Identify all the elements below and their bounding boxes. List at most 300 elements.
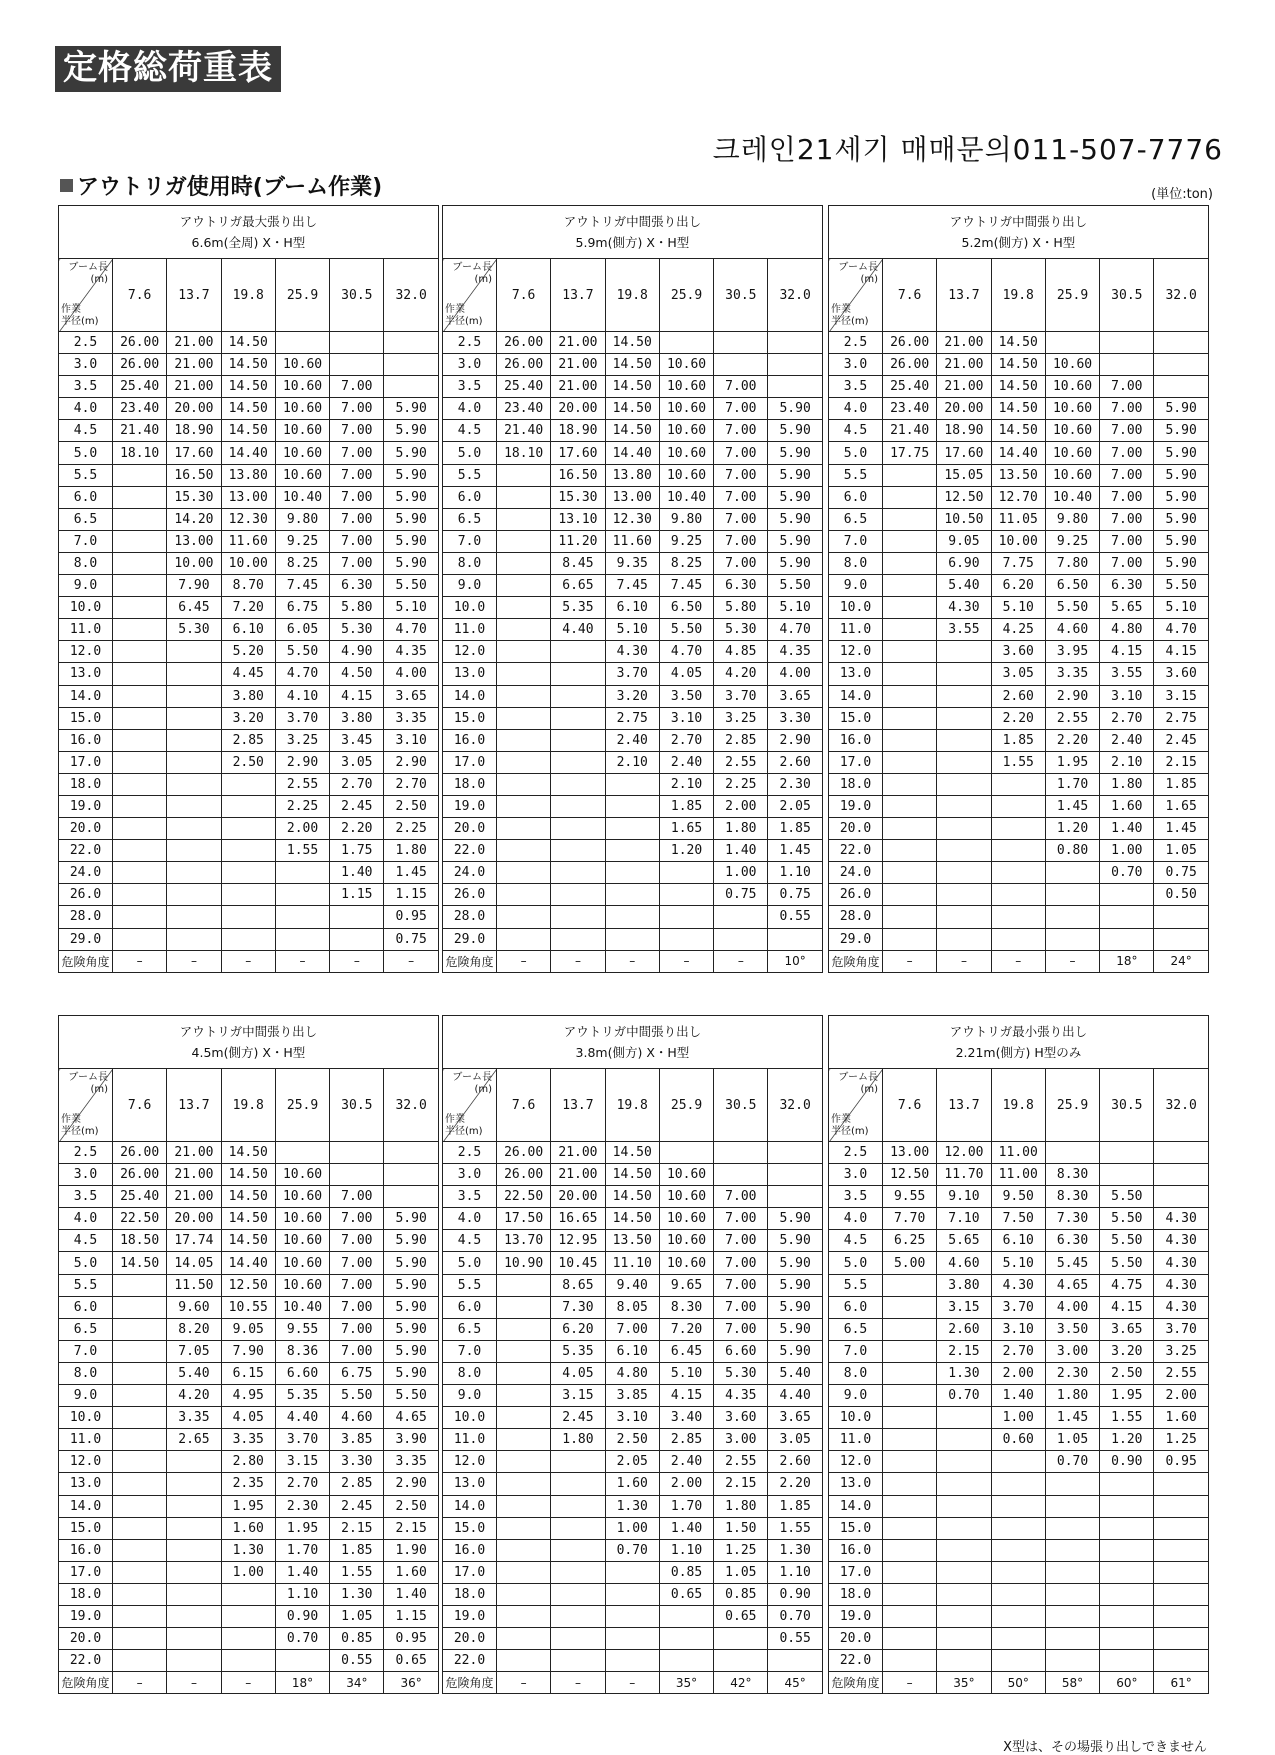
danger-angle-cell: – bbox=[167, 1672, 221, 1694]
load-value-cell: 1.70 bbox=[275, 1539, 329, 1561]
working-radius-cell: 3.5 bbox=[829, 376, 883, 398]
load-value-cell bbox=[991, 1561, 1045, 1583]
load-value-cell: 3.10 bbox=[605, 1407, 659, 1429]
load-value-cell: 7.00 bbox=[330, 1208, 384, 1230]
working-radius-cell: 13.0 bbox=[59, 1473, 113, 1495]
working-radius-cell: 20.0 bbox=[59, 818, 113, 840]
working-radius-cell: 15.0 bbox=[443, 1517, 497, 1539]
table-row bbox=[59, 906, 439, 928]
load-value-cell: 17.60 bbox=[937, 442, 991, 464]
load-value-cell bbox=[275, 862, 329, 884]
load-chart-table bbox=[828, 205, 1209, 973]
load-value-cell: 12.70 bbox=[991, 486, 1045, 508]
load-value-cell bbox=[497, 641, 551, 663]
load-value-cell bbox=[113, 641, 167, 663]
table-row bbox=[829, 464, 1209, 486]
load-value-cell: 18.90 bbox=[937, 420, 991, 442]
load-value-cell: 20.00 bbox=[551, 398, 605, 420]
load-value-cell: 10.60 bbox=[275, 354, 329, 376]
load-value-cell: 3.15 bbox=[937, 1296, 991, 1318]
working-radius-cell: 4.5 bbox=[59, 420, 113, 442]
load-value-cell: 1.30 bbox=[937, 1362, 991, 1384]
boom-length-label-text: ブーム長 bbox=[838, 1072, 878, 1083]
load-value-cell: 8.05 bbox=[605, 1296, 659, 1318]
load-value-cell bbox=[167, 862, 221, 884]
load-value-cell: 9.25 bbox=[1045, 530, 1099, 552]
footnote: X型は、その場張り出しできません bbox=[1003, 1740, 1207, 1755]
load-value-cell: 6.30 bbox=[714, 575, 768, 597]
table-row bbox=[59, 486, 439, 508]
load-value-cell bbox=[937, 862, 991, 884]
load-value-cell: 12.30 bbox=[605, 508, 659, 530]
working-radius-cell: 12.0 bbox=[443, 641, 497, 663]
table-row bbox=[443, 1561, 823, 1583]
load-value-cell: 20.00 bbox=[167, 1208, 221, 1230]
working-radius-unit: 半径(m) bbox=[445, 1126, 483, 1137]
table-row bbox=[829, 729, 1209, 751]
load-value-cell bbox=[167, 1539, 221, 1561]
load-value-cell: 5.90 bbox=[768, 552, 822, 574]
load-value-cell bbox=[113, 1650, 167, 1672]
table-row bbox=[829, 884, 1209, 906]
working-radius-cell: 5.0 bbox=[59, 1252, 113, 1274]
load-value-cell: 7.00 bbox=[605, 1318, 659, 1340]
load-value-cell bbox=[937, 1473, 991, 1495]
load-value-cell: 5.50 bbox=[1154, 575, 1208, 597]
working-radius-cell: 6.5 bbox=[59, 1318, 113, 1340]
load-value-cell: 4.95 bbox=[221, 1385, 275, 1407]
load-value-cell: 6.30 bbox=[330, 575, 384, 597]
load-value-cell bbox=[113, 884, 167, 906]
load-value-cell: 14.50 bbox=[991, 398, 1045, 420]
load-value-cell bbox=[1045, 1473, 1099, 1495]
danger-angle-row bbox=[829, 1672, 1209, 1694]
load-value-cell: 2.25 bbox=[714, 773, 768, 795]
load-value-cell: 7.00 bbox=[330, 376, 384, 398]
load-value-cell: 5.90 bbox=[768, 486, 822, 508]
danger-angle-cell: 36° bbox=[384, 1672, 438, 1694]
load-value-cell: 3.10 bbox=[991, 1318, 1045, 1340]
table-row bbox=[443, 508, 823, 530]
load-value-cell bbox=[937, 1628, 991, 1650]
load-value-cell: 17.60 bbox=[551, 442, 605, 464]
load-value-cell bbox=[497, 1495, 551, 1517]
working-radius-cell: 17.0 bbox=[443, 751, 497, 773]
danger-angle-cell: 18° bbox=[275, 1672, 329, 1694]
load-value-cell: 1.55 bbox=[330, 1561, 384, 1583]
table-row bbox=[59, 354, 439, 376]
load-value-cell bbox=[167, 1583, 221, 1605]
working-radius-cell: 17.0 bbox=[59, 1561, 113, 1583]
load-value-cell: 9.25 bbox=[659, 530, 713, 552]
load-value-cell bbox=[883, 840, 937, 862]
load-value-cell bbox=[1100, 1495, 1154, 1517]
load-value-cell: 21.00 bbox=[167, 1164, 221, 1186]
working-radius-cell: 5.5 bbox=[59, 464, 113, 486]
load-value-cell: 2.00 bbox=[275, 818, 329, 840]
load-value-cell: 21.00 bbox=[167, 354, 221, 376]
header-corner-cell bbox=[59, 259, 113, 332]
load-value-cell bbox=[883, 464, 937, 486]
load-value-cell bbox=[113, 1385, 167, 1407]
load-value-cell: 1.70 bbox=[1045, 773, 1099, 795]
working-radius-cell: 18.0 bbox=[443, 1583, 497, 1605]
load-value-cell bbox=[937, 840, 991, 862]
boom-length-header: 19.8 bbox=[605, 1069, 659, 1142]
table-row bbox=[443, 840, 823, 862]
load-value-cell: 0.75 bbox=[714, 884, 768, 906]
load-value-cell: 3.60 bbox=[714, 1407, 768, 1429]
load-value-cell: 14.50 bbox=[605, 1142, 659, 1164]
table-row bbox=[829, 508, 1209, 530]
table-row bbox=[829, 1517, 1209, 1539]
load-value-cell: 10.60 bbox=[659, 398, 713, 420]
working-radius-cell: 9.0 bbox=[443, 575, 497, 597]
load-value-cell bbox=[551, 884, 605, 906]
load-value-cell: 5.90 bbox=[1154, 464, 1208, 486]
load-value-cell bbox=[605, 928, 659, 950]
load-value-cell: 5.30 bbox=[714, 619, 768, 641]
load-value-cell bbox=[768, 1142, 822, 1164]
load-chart-table bbox=[58, 1015, 439, 1694]
load-value-cell: 26.00 bbox=[113, 332, 167, 354]
load-value-cell: 7.00 bbox=[714, 1296, 768, 1318]
load-value-cell bbox=[384, 332, 438, 354]
table-row bbox=[59, 1429, 439, 1451]
load-value-cell: 3.05 bbox=[991, 663, 1045, 685]
load-value-cell: 1.40 bbox=[1100, 818, 1154, 840]
table-row bbox=[59, 1274, 439, 1296]
load-value-cell: 1.45 bbox=[384, 862, 438, 884]
boom-length-label bbox=[838, 262, 878, 286]
load-value-cell bbox=[1045, 1539, 1099, 1561]
load-value-cell: 2.85 bbox=[659, 1429, 713, 1451]
table-row bbox=[59, 884, 439, 906]
load-value-cell: 9.05 bbox=[221, 1318, 275, 1340]
table-row bbox=[59, 530, 439, 552]
working-radius-cell: 4.0 bbox=[443, 398, 497, 420]
load-value-cell: 21.00 bbox=[551, 1164, 605, 1186]
danger-angle-cell: 50° bbox=[991, 1672, 1045, 1694]
table-row bbox=[59, 1296, 439, 1318]
table-row bbox=[59, 685, 439, 707]
load-value-cell: 7.00 bbox=[714, 1208, 768, 1230]
working-radius-cell: 18.0 bbox=[829, 773, 883, 795]
load-value-cell: 2.75 bbox=[1154, 707, 1208, 729]
load-value-cell: 14.50 bbox=[221, 1186, 275, 1208]
working-radius-cell: 16.0 bbox=[59, 1539, 113, 1561]
load-value-cell bbox=[275, 884, 329, 906]
load-value-cell: 10.60 bbox=[659, 464, 713, 486]
load-value-cell: 14.20 bbox=[167, 508, 221, 530]
load-value-cell: 4.70 bbox=[768, 619, 822, 641]
load-value-cell bbox=[221, 1605, 275, 1627]
load-value-cell: 7.00 bbox=[1100, 464, 1154, 486]
load-value-cell: 1.30 bbox=[768, 1539, 822, 1561]
load-value-cell bbox=[605, 906, 659, 928]
load-value-cell: 3.30 bbox=[330, 1451, 384, 1473]
table-row bbox=[59, 1561, 439, 1583]
table-row bbox=[443, 1628, 823, 1650]
load-value-cell: 1.30 bbox=[221, 1539, 275, 1561]
load-value-cell: 6.60 bbox=[275, 1362, 329, 1384]
load-value-cell: 3.70 bbox=[275, 707, 329, 729]
load-value-cell: 5.30 bbox=[714, 1362, 768, 1384]
working-radius-cell: 28.0 bbox=[59, 906, 113, 928]
danger-angle-label: 危険角度 bbox=[829, 1672, 883, 1694]
load-value-cell bbox=[883, 508, 937, 530]
working-radius-cell: 8.0 bbox=[829, 552, 883, 574]
load-value-cell: 10.55 bbox=[221, 1296, 275, 1318]
load-value-cell: 7.00 bbox=[330, 1230, 384, 1252]
load-value-cell: 9.50 bbox=[991, 1186, 1045, 1208]
boom-length-header: 13.7 bbox=[167, 1069, 221, 1142]
table-row bbox=[443, 1164, 823, 1186]
table-row bbox=[829, 354, 1209, 376]
working-radius-cell: 17.0 bbox=[443, 1561, 497, 1583]
working-radius-cell: 3.0 bbox=[59, 354, 113, 376]
load-value-cell bbox=[659, 906, 713, 928]
load-value-cell: 10.60 bbox=[659, 1186, 713, 1208]
load-value-cell: 6.30 bbox=[1100, 575, 1154, 597]
table-row bbox=[59, 1340, 439, 1362]
load-value-cell: 4.60 bbox=[1045, 619, 1099, 641]
table-row bbox=[59, 376, 439, 398]
table-row bbox=[829, 575, 1209, 597]
load-value-cell bbox=[605, 884, 659, 906]
load-value-cell: 10.60 bbox=[659, 1252, 713, 1274]
load-value-cell bbox=[113, 575, 167, 597]
working-radius-cell: 5.0 bbox=[443, 1252, 497, 1274]
load-value-cell: 7.00 bbox=[714, 420, 768, 442]
table-row bbox=[59, 508, 439, 530]
load-value-cell bbox=[497, 1539, 551, 1561]
load-value-cell: 13.80 bbox=[221, 464, 275, 486]
load-value-cell bbox=[768, 354, 822, 376]
load-value-cell bbox=[384, 354, 438, 376]
load-value-cell bbox=[497, 597, 551, 619]
load-value-cell: 2.55 bbox=[714, 751, 768, 773]
load-value-cell: 9.60 bbox=[167, 1296, 221, 1318]
load-value-cell: 8.25 bbox=[275, 552, 329, 574]
table-row bbox=[443, 486, 823, 508]
table-row bbox=[59, 1252, 439, 1274]
working-radius-cell: 15.0 bbox=[59, 707, 113, 729]
load-value-cell: 1.05 bbox=[1045, 1429, 1099, 1451]
working-radius-cell: 7.0 bbox=[443, 1340, 497, 1362]
load-value-cell bbox=[1045, 862, 1099, 884]
load-value-cell: 15.05 bbox=[937, 464, 991, 486]
load-value-cell bbox=[497, 862, 551, 884]
load-value-cell: 7.00 bbox=[714, 1230, 768, 1252]
load-value-cell bbox=[384, 1142, 438, 1164]
load-value-cell: 5.90 bbox=[384, 1362, 438, 1384]
load-value-cell bbox=[497, 575, 551, 597]
load-value-cell: 4.15 bbox=[1100, 1296, 1154, 1318]
load-value-cell: 14.50 bbox=[605, 376, 659, 398]
load-value-cell: 18.50 bbox=[113, 1230, 167, 1252]
load-value-cell: 5.10 bbox=[659, 1362, 713, 1384]
load-value-cell: 5.20 bbox=[221, 641, 275, 663]
load-value-cell: 8.45 bbox=[551, 552, 605, 574]
load-value-cell: 10.60 bbox=[1045, 420, 1099, 442]
load-value-cell: 0.75 bbox=[768, 884, 822, 906]
load-value-cell bbox=[497, 1451, 551, 1473]
load-value-cell: 5.90 bbox=[384, 1208, 438, 1230]
load-value-cell: 12.50 bbox=[883, 1164, 937, 1186]
load-value-cell: 22.50 bbox=[113, 1208, 167, 1230]
load-value-cell: 5.65 bbox=[937, 1230, 991, 1252]
table-row bbox=[59, 1473, 439, 1495]
boom-length-header: 19.8 bbox=[221, 1069, 275, 1142]
load-value-cell: 7.00 bbox=[714, 1274, 768, 1296]
load-value-cell: 3.95 bbox=[1045, 641, 1099, 663]
load-value-cell bbox=[768, 928, 822, 950]
danger-angle-cell: – bbox=[497, 950, 551, 972]
load-value-cell bbox=[167, 707, 221, 729]
load-value-cell: 1.90 bbox=[384, 1539, 438, 1561]
load-value-cell bbox=[991, 1583, 1045, 1605]
load-value-cell: 5.90 bbox=[384, 1340, 438, 1362]
load-value-cell bbox=[497, 1628, 551, 1650]
working-radius-cell: 15.0 bbox=[829, 707, 883, 729]
load-value-cell: 0.70 bbox=[1100, 862, 1154, 884]
load-value-cell: 6.05 bbox=[275, 619, 329, 641]
load-value-cell: 1.15 bbox=[384, 884, 438, 906]
load-value-cell: 10.60 bbox=[659, 1208, 713, 1230]
load-value-cell bbox=[883, 1451, 937, 1473]
load-value-cell: 0.70 bbox=[768, 1605, 822, 1627]
load-value-cell bbox=[1154, 376, 1208, 398]
load-value-cell: 21.40 bbox=[497, 420, 551, 442]
load-value-cell: 1.50 bbox=[714, 1517, 768, 1539]
load-value-cell: 17.50 bbox=[497, 1208, 551, 1230]
working-radius-cell: 3.0 bbox=[829, 354, 883, 376]
load-value-cell: 6.60 bbox=[714, 1340, 768, 1362]
load-value-cell bbox=[659, 884, 713, 906]
load-value-cell bbox=[714, 928, 768, 950]
load-value-cell: 0.70 bbox=[937, 1385, 991, 1407]
load-value-cell: 2.20 bbox=[330, 818, 384, 840]
load-value-cell: 4.80 bbox=[1100, 619, 1154, 641]
working-radius-cell: 24.0 bbox=[59, 862, 113, 884]
working-radius-cell: 9.0 bbox=[59, 1385, 113, 1407]
load-value-cell: 21.00 bbox=[551, 1142, 605, 1164]
load-value-cell: 1.85 bbox=[991, 729, 1045, 751]
load-value-cell: 5.90 bbox=[1154, 442, 1208, 464]
load-value-cell: 7.00 bbox=[330, 1186, 384, 1208]
working-radius-cell: 20.0 bbox=[443, 818, 497, 840]
load-value-cell: 2.10 bbox=[1100, 751, 1154, 773]
load-value-cell bbox=[605, 795, 659, 817]
outrigger-caption-line2: 4.5m(側方) X・H型 bbox=[191, 1045, 306, 1060]
table-row bbox=[443, 1407, 823, 1429]
load-value-cell bbox=[883, 707, 937, 729]
load-value-cell: 26.00 bbox=[497, 354, 551, 376]
load-value-cell: 6.20 bbox=[551, 1318, 605, 1340]
table-row bbox=[829, 818, 1209, 840]
boom-length-unit: (m) bbox=[90, 1084, 108, 1095]
load-value-cell bbox=[551, 707, 605, 729]
load-value-cell bbox=[221, 862, 275, 884]
load-value-cell: 2.45 bbox=[551, 1407, 605, 1429]
load-value-cell: 10.60 bbox=[659, 1230, 713, 1252]
load-value-cell: 13.00 bbox=[221, 486, 275, 508]
load-value-cell bbox=[1045, 1605, 1099, 1627]
load-value-cell: 4.25 bbox=[991, 619, 1045, 641]
boom-length-header: 13.7 bbox=[551, 1069, 605, 1142]
load-value-cell bbox=[1154, 1142, 1208, 1164]
load-value-cell: 8.25 bbox=[659, 552, 713, 574]
working-radius-cell: 2.5 bbox=[59, 1142, 113, 1164]
load-value-cell: 7.05 bbox=[167, 1340, 221, 1362]
table-row bbox=[443, 575, 823, 597]
danger-angle-cell: – bbox=[937, 950, 991, 972]
working-radius-cell: 11.0 bbox=[59, 619, 113, 641]
load-value-cell: 1.95 bbox=[275, 1517, 329, 1539]
load-value-cell bbox=[605, 1628, 659, 1650]
load-value-cell: 1.95 bbox=[1045, 751, 1099, 773]
load-value-cell: 6.25 bbox=[883, 1230, 937, 1252]
boom-length-label bbox=[68, 1072, 108, 1096]
load-value-cell bbox=[551, 818, 605, 840]
working-radius-cell: 13.0 bbox=[443, 1473, 497, 1495]
load-value-cell: 3.35 bbox=[221, 1429, 275, 1451]
working-radius-label bbox=[445, 304, 483, 328]
working-radius-label-text: 作業 bbox=[445, 304, 465, 315]
load-value-cell: 4.00 bbox=[768, 663, 822, 685]
outrigger-caption-line1: アウトリガ中間張り出し bbox=[949, 214, 1088, 229]
load-value-cell: 10.60 bbox=[659, 376, 713, 398]
load-value-cell: 10.50 bbox=[937, 508, 991, 530]
load-value-cell bbox=[991, 928, 1045, 950]
load-value-cell: 5.50 bbox=[384, 575, 438, 597]
working-radius-cell: 18.0 bbox=[59, 1583, 113, 1605]
load-value-cell: 7.80 bbox=[1045, 552, 1099, 574]
table-row bbox=[829, 486, 1209, 508]
table-row bbox=[443, 1274, 823, 1296]
danger-angle-cell: – bbox=[1045, 950, 1099, 972]
table-row bbox=[443, 530, 823, 552]
load-value-cell bbox=[113, 1517, 167, 1539]
table-row bbox=[59, 1318, 439, 1340]
load-value-cell: 7.10 bbox=[937, 1208, 991, 1230]
load-value-cell: 7.30 bbox=[1045, 1208, 1099, 1230]
load-value-cell: 7.45 bbox=[275, 575, 329, 597]
load-value-cell: 21.00 bbox=[551, 376, 605, 398]
load-value-cell bbox=[1045, 1583, 1099, 1605]
load-value-cell: 7.00 bbox=[330, 486, 384, 508]
load-value-cell: 2.30 bbox=[1045, 1362, 1099, 1384]
load-value-cell: 3.35 bbox=[1045, 663, 1099, 685]
load-value-cell: 16.50 bbox=[167, 464, 221, 486]
load-value-cell bbox=[883, 1561, 937, 1583]
load-value-cell: 14.50 bbox=[605, 420, 659, 442]
load-value-cell bbox=[497, 1407, 551, 1429]
load-value-cell: 13.10 bbox=[551, 508, 605, 530]
table-row bbox=[443, 1473, 823, 1495]
table-row bbox=[443, 906, 823, 928]
load-value-cell bbox=[551, 773, 605, 795]
load-value-cell: 11.05 bbox=[991, 508, 1045, 530]
load-value-cell bbox=[167, 884, 221, 906]
load-value-cell bbox=[714, 1142, 768, 1164]
boom-length-header: 13.7 bbox=[937, 259, 991, 332]
load-value-cell: 5.90 bbox=[384, 530, 438, 552]
load-value-cell bbox=[113, 1561, 167, 1583]
working-radius-cell: 6.0 bbox=[829, 1296, 883, 1318]
load-value-cell bbox=[221, 795, 275, 817]
